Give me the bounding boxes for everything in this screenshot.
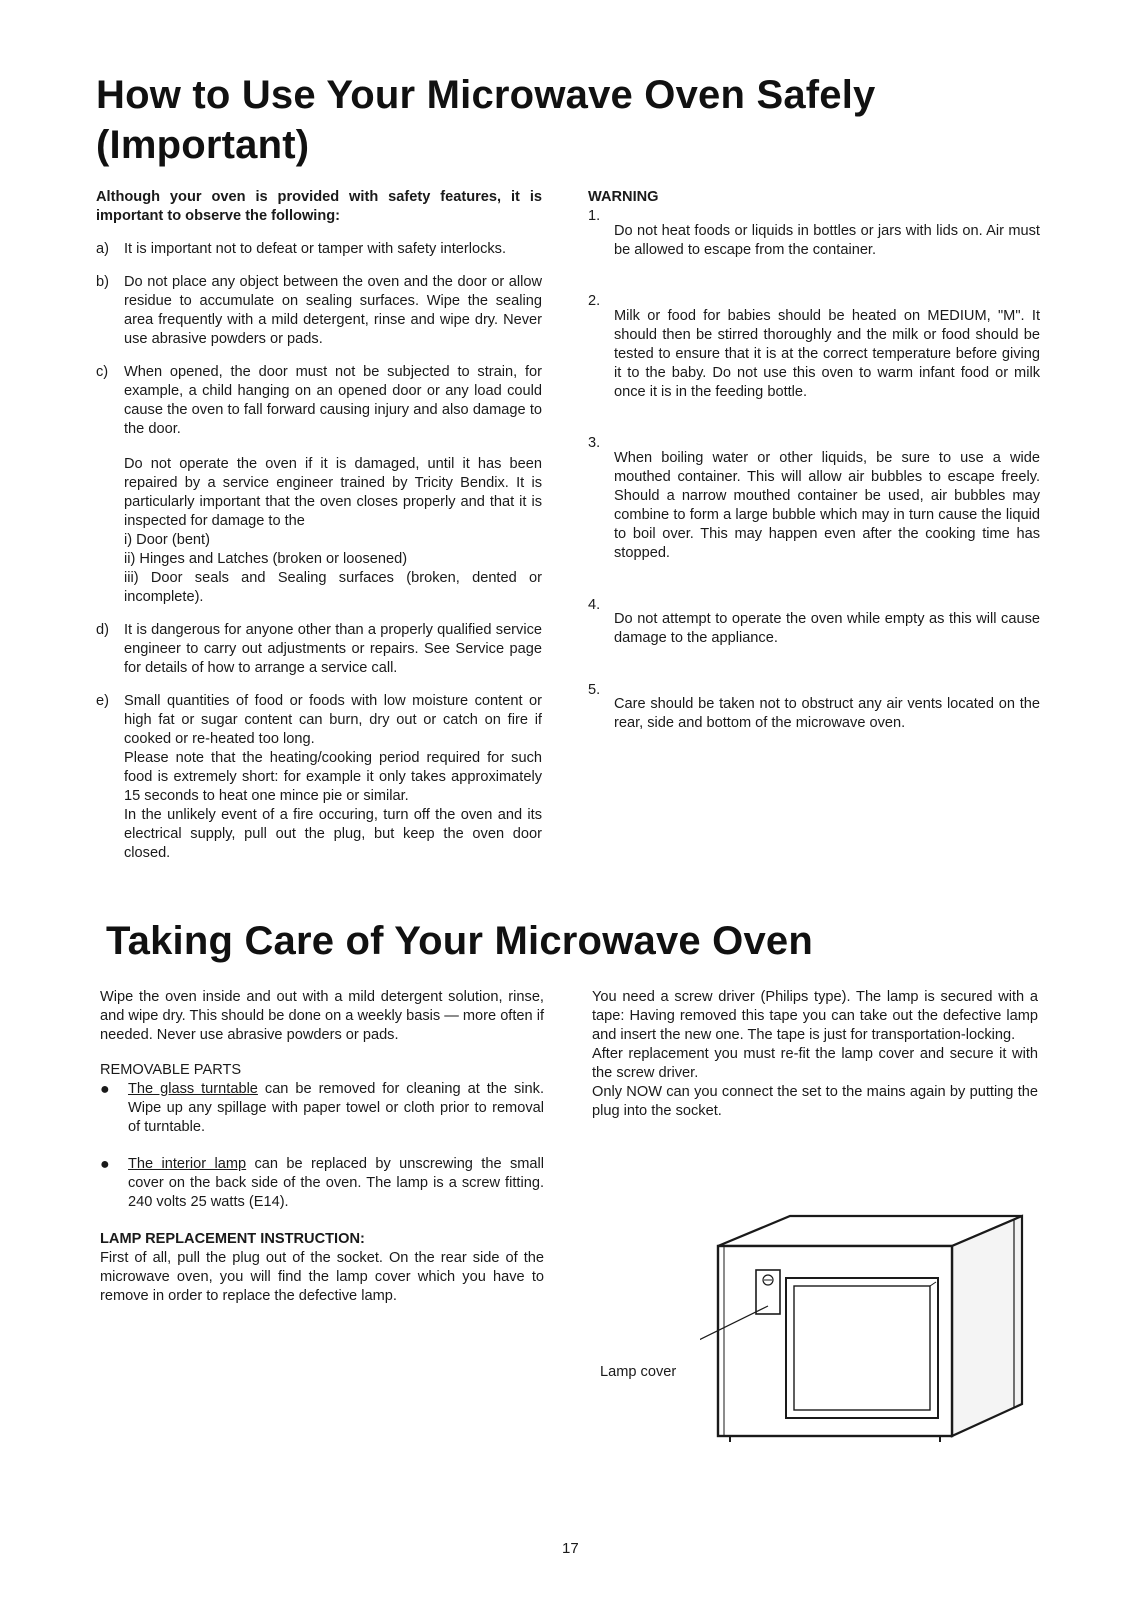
title-line-2: (Important): [96, 123, 310, 167]
list-item: a) It is important not to defeat or tamper with safety interlocks.: [96, 241, 507, 257]
lamp-cover-shape: [756, 1270, 780, 1314]
warning-item: 1. Do not heat foods or liquids in bottles or jars with lids on. Air must be allowed to escape from the container.: [588, 208, 1040, 258]
section1-title: [96, 70, 1056, 170]
section2-title: Taking Care of Your Microwave Oven: [106, 919, 813, 963]
right-paragraph-3: Only NOW can you connect the set to the mains again by putting the plug into the socket.: [592, 1084, 1038, 1119]
right-paragraph-1: You need a screw driver (Philips type). The lamp is secured with a tape: Having removed this tape you can take out the defective lamp and insert the new one. The tape is just for transportation-locking.: [592, 989, 1038, 1043]
page-number: 17: [562, 1540, 579, 1557]
title-line-1: How to Use Your Microwave Oven Safely: [96, 73, 876, 117]
section2-title-wrap: [106, 916, 1006, 966]
list-item: ● The interior lamp can be replaced by unscrewing the small cover on the back side of the oven. The lamp is a screw fitting. 240 volts 25 watts (E14).: [100, 1156, 544, 1210]
care-left-column: [100, 988, 544, 1306]
care-right-column: [592, 988, 1038, 1121]
warning-item: 2. Milk or food for babies should be heated on MEDIUM, "M". It should then be stirred thoroughly and the milk or food should be tested to ensure that it is at the correct temperature before giving it to the baby. Do not use this oven to warm infant food or milk once it is in the feeding bottle.: [588, 293, 1040, 400]
safety-intro: Although your oven is provided with safety features, it is important to observe the following:: [96, 189, 542, 224]
warning-item: 4. Do not attempt to operate the oven while empty as this will cause damage to the appliance.: [588, 596, 1040, 647]
removable-parts-title: REMOVABLE PARTS: [100, 1062, 242, 1078]
list-item: e) Small quantities of food or foods with low moisture content or high fat or sugar content can burn, dry out or catch on fire if cooked or re-heated too long. Please note that the heating/cooking period required for such food is extremely short: for example it only takes approximately 15 seconds to heat one mince pie or similar. In the unlikely event of a fire occuring, turn off the oven and its electrical supply, pull out the plug, but keep the oven door closed.: [96, 693, 542, 861]
list-item: d) It is dangerous for anyone other than a properly qualified service engineer to carry out adjustments or repairs. See Service page for details of how to arrange a service call.: [96, 622, 542, 676]
right-paragraph-2: After replacement you must re-fit the lamp cover and secure it with the screw driver.: [592, 1046, 1038, 1081]
list-item: b) Do not place any object between the oven and the door or allow residue to accumulate on sealing surfaces. Wipe the sealing area frequently with a mild detergent, rinse and wipe dry. Never use abrasive powders or pads.: [96, 274, 542, 347]
warning-item: 5. Care should be taken not to obstruct any air vents located on the rear, side and bottom of the microwave oven.: [588, 681, 1040, 732]
bullet-icon: ●: [100, 1156, 110, 1173]
lamp-cover-label: Lamp cover: [600, 1364, 677, 1380]
warning-item: 3. When boiling water or other liquids, be sure to use a wide mouthed container. This will allow air bubbles to escape freely. Should a narrow mouthed container be used, air bubbles may combine to form a large bubble which may in turn cause the liquid to boil over. This may happen even after the cooking time has stopped.: [588, 435, 1040, 561]
safety-left-column: [96, 188, 542, 877]
bullet-icon: ●: [100, 1081, 110, 1098]
warning-column: [588, 188, 1040, 766]
warning-title: WARNING: [588, 189, 659, 205]
microwave-illustration: [700, 1208, 1040, 1448]
lamp-instruction-title: LAMP REPLACEMENT INSTRUCTION:: [100, 1231, 365, 1247]
care-intro: Wipe the oven inside and out with a mild detergent solution, rinse, and wipe dry. This should be done on a weekly basis — more often if needed. Never use abrasive powders or pads.: [100, 989, 545, 1043]
list-item: ● The glass turntable can be removed for cleaning at the sink. Wipe up any spillage with paper towel or cloth prior to removal of turntable.: [100, 1081, 544, 1135]
lamp-instruction-text: First of all, pull the plug out of the socket. On the rear side of the microwave oven, you will find the lamp cover which you have to remove in order to replace the defective lamp.: [100, 1250, 544, 1304]
list-item: c) When opened, the door must not be subjected to strain, for example, a child hanging on an opened door or any load could cause the oven to fall forward causing injury and also damage to the door. Do not operate the oven if it is damaged, until it has been repaired by a service engineer trained by Tricity Bendix. It is particularly important that the oven closes properly and that it is inspected for damage to the i) Door (bent) ii) Hinges and Latches (broken or loosened) iii) Door seals and Sealing surfaces (broken, dented or incomplete).: [96, 364, 542, 605]
